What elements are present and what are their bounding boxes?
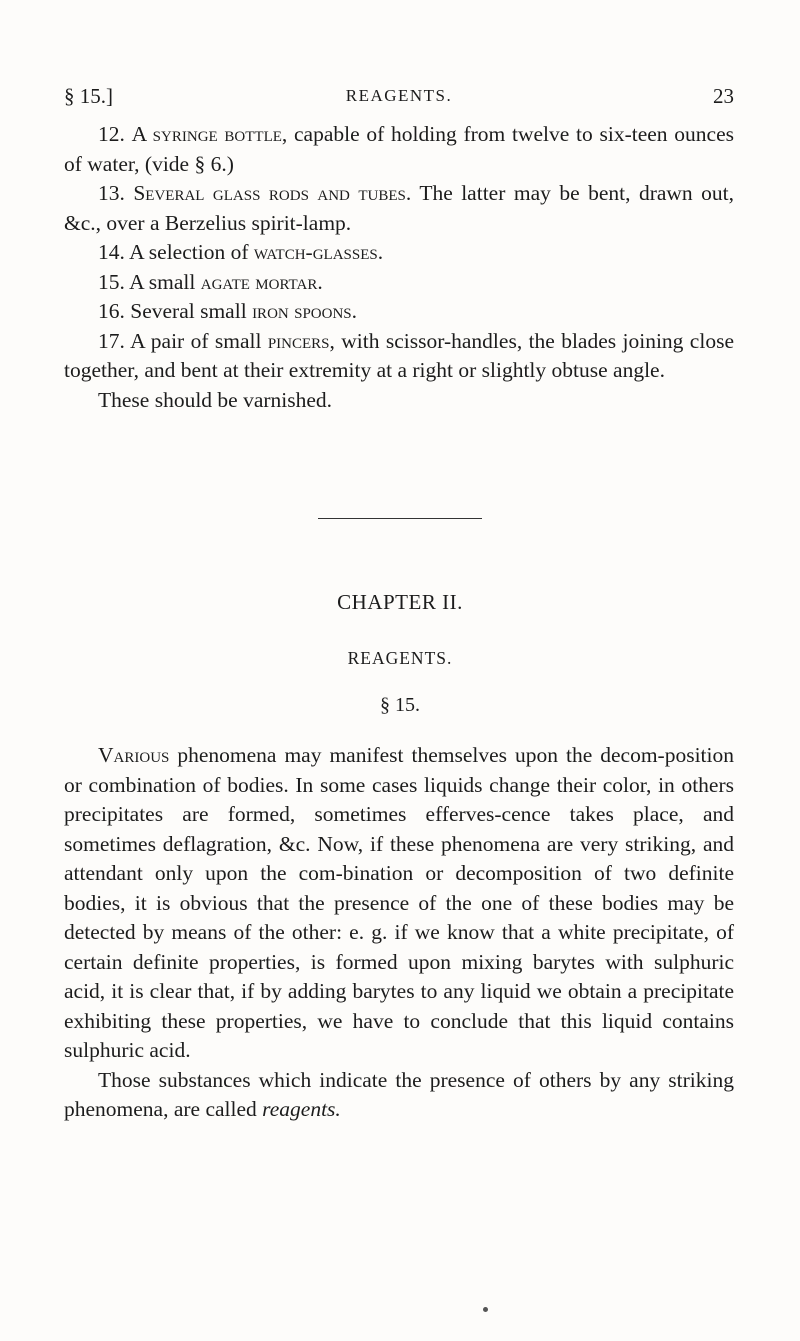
chapter-title: CHAPTER II. xyxy=(337,590,463,614)
paragraph-1: Various phenomena may manifest themselves upon the decom-position or combination of bodies. In some cases liquids change their color, in others precipitates are formed, sometimes efferves-cence takes place, and sometimes deflagration, &c. Now, if these phenomena are very striking, and attendant only upon the com-bination or decomposition of two definite bodies, it is obvious that the presence of the one of these bodies may be detected by means of the other: e. g. if we know that a white precipitate, of certain definite properties, is formed upon mixing barytes with sulphuric acid, it is clear that, if by adding barytes to any liquid we obtain a precipitate exhibiting these properties, we have to conclude that this liquid contains sulphuric acid. xyxy=(64,743,734,1062)
chapter-subtitle: REAGENTS. xyxy=(347,648,453,668)
list-item-15: 15. A small agate mortar. xyxy=(98,269,323,294)
header-running-title: REAGENTS. xyxy=(345,86,453,105)
list-item-14: 14. A selection of watch-glasses. xyxy=(98,240,384,264)
list-item-16: 16. Several small iron spoons. xyxy=(98,299,358,323)
section-divider xyxy=(318,518,482,519)
section-number: § 15. xyxy=(380,694,420,716)
list-item-17: 17. A pair of small pincers, with scissor-handles, the blades joining close together, and bent at their extremity at a right or slightly obtuse angle. xyxy=(64,328,734,382)
chapter-body xyxy=(64,741,734,1125)
varnish-note: These should be varnished. xyxy=(98,387,333,412)
list-item-12: 12. A syringe bottle, capable of holding from twelve to six-teen ounces of water, (vide § 6.) xyxy=(64,122,734,176)
list-item-13: 13. Several glass rods and tubes. The latter may be bent, drawn out, &c., over a Berzelius spirit-lamp. xyxy=(64,181,734,235)
ink-speck xyxy=(483,1307,488,1312)
header-section-ref: § 15.] xyxy=(64,84,113,108)
apparatus-list xyxy=(64,120,734,415)
paragraph-2: Those substances which indicate the presence of others by any striking phenomena, are called reagents. xyxy=(64,1067,734,1121)
header-page-number: 23 xyxy=(713,84,734,108)
running-header xyxy=(64,84,734,110)
